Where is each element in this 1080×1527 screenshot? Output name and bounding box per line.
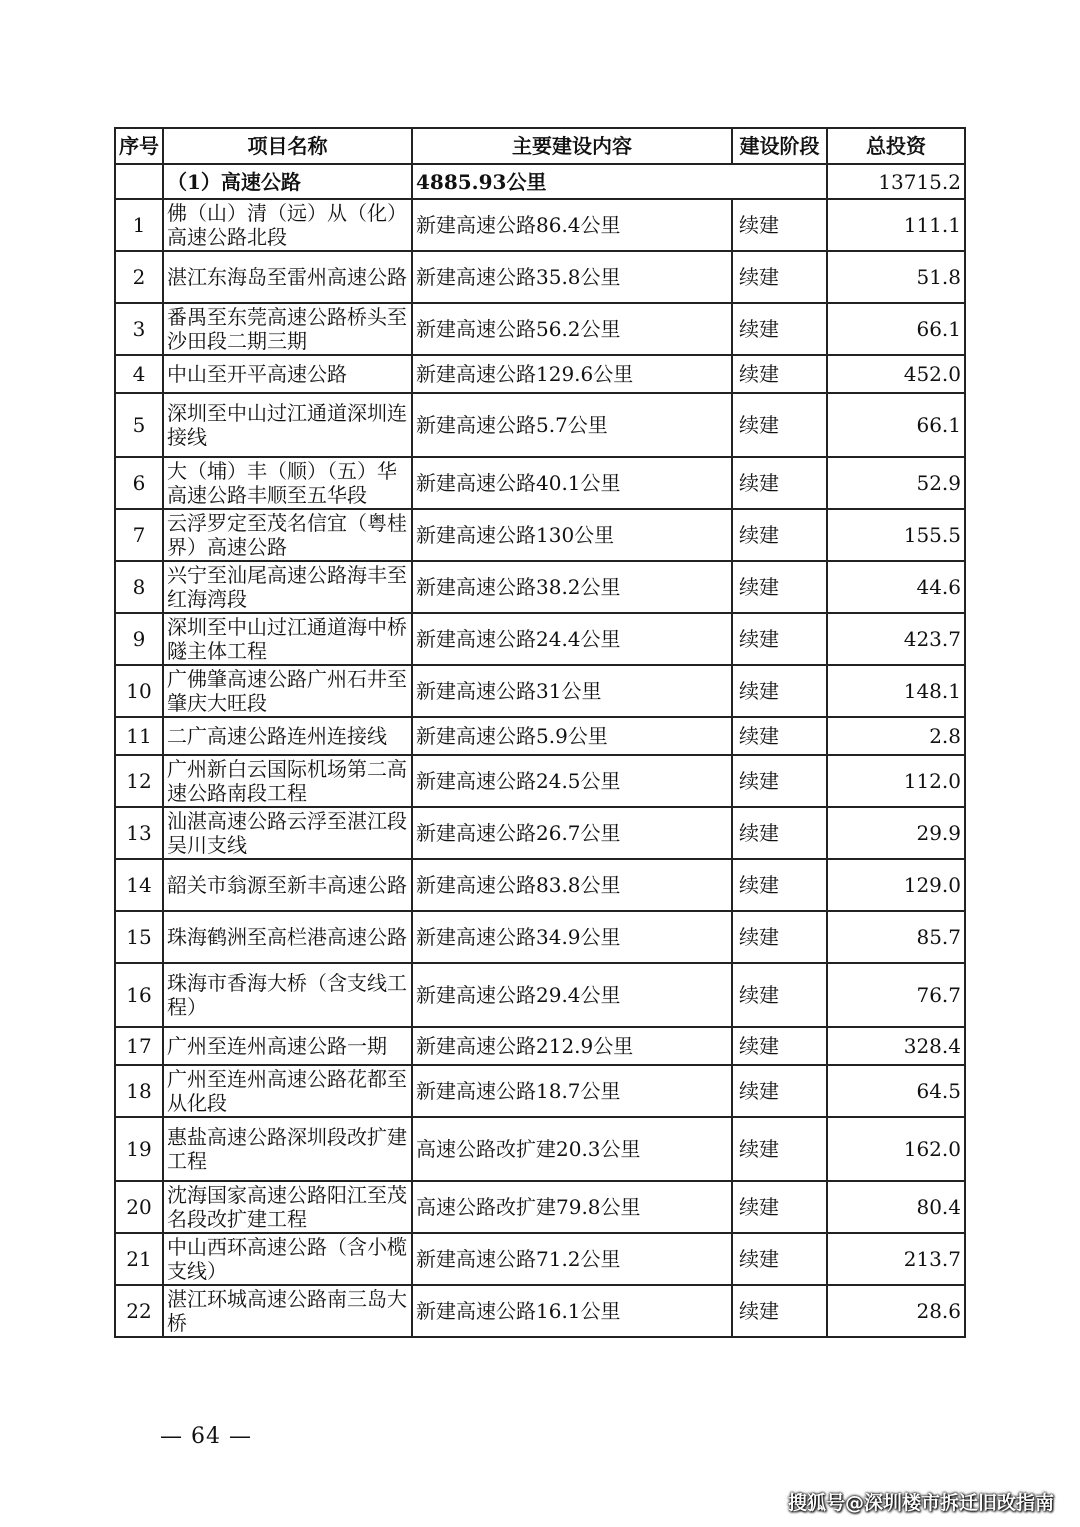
project-name: 沈海国家高速公路阳江至茂名段改扩建工程 — [163, 1181, 412, 1233]
project-name: 湛江东海岛至雷州高速公路 — [163, 251, 412, 303]
investment-table — [114, 127, 966, 1338]
construction-stage: 续建 — [732, 303, 827, 355]
construction-content: 新建高速公路5.9公里 — [412, 717, 732, 755]
table-row — [115, 1117, 965, 1181]
construction-content: 新建高速公路24.5公里 — [412, 755, 732, 807]
total-investment: 2.8 — [827, 717, 965, 755]
construction-stage: 续建 — [732, 1117, 827, 1181]
total-investment: 85.7 — [827, 911, 965, 963]
project-name: 广州新白云国际机场第二高速公路南段工程 — [163, 755, 412, 807]
table-row — [115, 1285, 965, 1337]
total-investment: 64.5 — [827, 1065, 965, 1117]
row-number: 20 — [115, 1181, 163, 1233]
project-name: 中山西环高速公路（含小榄支线） — [163, 1233, 412, 1285]
construction-content: 新建高速公路18.7公里 — [412, 1065, 732, 1117]
table-row — [115, 457, 965, 509]
construction-stage: 续建 — [732, 561, 827, 613]
page-number: — 64 — — [160, 1424, 252, 1449]
total-investment: 328.4 — [827, 1027, 965, 1065]
construction-stage: 续建 — [732, 1065, 827, 1117]
row-number: 10 — [115, 665, 163, 717]
total-investment: 52.9 — [827, 457, 965, 509]
project-name: 云浮罗定至茂名信宜（粤桂界）高速公路 — [163, 509, 412, 561]
project-name: 大（埔）丰（顺）（五）华高速公路丰顺至五华段 — [163, 457, 412, 509]
total-investment: 28.6 — [827, 1285, 965, 1337]
construction-stage: 续建 — [732, 717, 827, 755]
construction-content: 新建高速公路56.2公里 — [412, 303, 732, 355]
header-investment: 总投资 — [827, 128, 965, 164]
project-name: 惠盐高速公路深圳段改扩建工程 — [163, 1117, 412, 1181]
total-investment: 452.0 — [827, 355, 965, 393]
row-number: 12 — [115, 755, 163, 807]
table-row — [115, 717, 965, 755]
construction-content: 高速公路改扩建20.3公里 — [412, 1117, 732, 1181]
construction-stage: 续建 — [732, 1233, 827, 1285]
row-number: 21 — [115, 1233, 163, 1285]
table-row — [115, 355, 965, 393]
construction-stage: 续建 — [732, 199, 827, 251]
row-number: 14 — [115, 859, 163, 911]
table-row — [115, 303, 965, 355]
header-no: 序号 — [115, 128, 163, 164]
table-row — [115, 807, 965, 859]
total-investment: 51.8 — [827, 251, 965, 303]
project-name: 广州至连州高速公路一期 — [163, 1027, 412, 1065]
project-name: 湛江环城高速公路南三岛大桥 — [163, 1285, 412, 1337]
row-number: 3 — [115, 303, 163, 355]
table-row — [115, 509, 965, 561]
row-number: 17 — [115, 1027, 163, 1065]
table-row — [115, 665, 965, 717]
project-name: 中山至开平高速公路 — [163, 355, 412, 393]
construction-content: 新建高速公路31公里 — [412, 665, 732, 717]
total-investment: 80.4 — [827, 1181, 965, 1233]
row-number: 22 — [115, 1285, 163, 1337]
project-name: 深圳至中山过江通道深圳连接线 — [163, 393, 412, 457]
row-number: 2 — [115, 251, 163, 303]
project-name: 二广高速公路连州连接线 — [163, 717, 412, 755]
header-content: 主要建设内容 — [412, 128, 732, 164]
project-name: 珠海市香海大桥（含支线工程） — [163, 963, 412, 1027]
total-investment: 423.7 — [827, 613, 965, 665]
section-investment: 13715.2 — [827, 164, 965, 199]
total-investment: 148.1 — [827, 665, 965, 717]
construction-content: 高速公路改扩建79.8公里 — [412, 1181, 732, 1233]
section-no — [115, 164, 163, 199]
total-investment: 66.1 — [827, 303, 965, 355]
table-row — [115, 859, 965, 911]
construction-content: 新建高速公路26.7公里 — [412, 807, 732, 859]
watermark: 搜狐号@深圳楼市拆迁旧改指南 — [787, 1492, 1054, 1514]
row-number: 9 — [115, 613, 163, 665]
table-row — [115, 613, 965, 665]
table-row — [115, 561, 965, 613]
table-row — [115, 199, 965, 251]
project-name: 汕湛高速公路云浮至湛江段吴川支线 — [163, 807, 412, 859]
total-investment: 111.1 — [827, 199, 965, 251]
construction-content: 新建高速公路29.4公里 — [412, 963, 732, 1027]
project-name: 深圳至中山过江通道海中桥隧主体工程 — [163, 613, 412, 665]
table-header-row — [115, 128, 965, 164]
construction-stage: 续建 — [732, 755, 827, 807]
project-name: 佛（山）清（远）从（化）高速公路北段 — [163, 199, 412, 251]
construction-content: 新建高速公路34.9公里 — [412, 911, 732, 963]
project-name: 珠海鹤洲至高栏港高速公路 — [163, 911, 412, 963]
table-row — [115, 1027, 965, 1065]
table-row — [115, 393, 965, 457]
table-row — [115, 911, 965, 963]
total-investment: 129.0 — [827, 859, 965, 911]
construction-content: 新建高速公路24.4公里 — [412, 613, 732, 665]
construction-stage: 续建 — [732, 1027, 827, 1065]
total-investment: 162.0 — [827, 1117, 965, 1181]
row-number: 19 — [115, 1117, 163, 1181]
header-stage: 建设阶段 — [732, 128, 827, 164]
construction-content: 新建高速公路5.7公里 — [412, 393, 732, 457]
construction-content: 新建高速公路86.4公里 — [412, 199, 732, 251]
row-number: 8 — [115, 561, 163, 613]
construction-content: 新建高速公路35.8公里 — [412, 251, 732, 303]
construction-stage: 续建 — [732, 251, 827, 303]
row-number: 16 — [115, 963, 163, 1027]
total-investment: 112.0 — [827, 755, 965, 807]
table-row — [115, 1233, 965, 1285]
row-number: 7 — [115, 509, 163, 561]
table-row — [115, 963, 965, 1027]
total-investment: 76.7 — [827, 963, 965, 1027]
construction-content: 新建高速公路212.9公里 — [412, 1027, 732, 1065]
construction-content: 新建高速公路38.2公里 — [412, 561, 732, 613]
construction-content: 新建高速公路129.6公里 — [412, 355, 732, 393]
construction-stage: 续建 — [732, 807, 827, 859]
row-number: 15 — [115, 911, 163, 963]
construction-stage: 续建 — [732, 457, 827, 509]
row-number: 18 — [115, 1065, 163, 1117]
total-investment: 155.5 — [827, 509, 965, 561]
project-name: 兴宁至汕尾高速公路海丰至红海湾段 — [163, 561, 412, 613]
construction-content: 新建高速公路83.8公里 — [412, 859, 732, 911]
header-name: 项目名称 — [163, 128, 412, 164]
total-investment: 213.7 — [827, 1233, 965, 1285]
project-name: 广佛肇高速公路广州石井至肇庆大旺段 — [163, 665, 412, 717]
section-content: 4885.93公里 — [412, 164, 827, 199]
row-number: 13 — [115, 807, 163, 859]
row-number: 5 — [115, 393, 163, 457]
construction-content: 新建高速公路71.2公里 — [412, 1233, 732, 1285]
total-investment: 66.1 — [827, 393, 965, 457]
table-row — [115, 755, 965, 807]
table-row — [115, 251, 965, 303]
total-investment: 44.6 — [827, 561, 965, 613]
row-number: 6 — [115, 457, 163, 509]
construction-stage: 续建 — [732, 665, 827, 717]
row-number: 11 — [115, 717, 163, 755]
construction-stage: 续建 — [732, 355, 827, 393]
construction-stage: 续建 — [732, 1285, 827, 1337]
row-number: 4 — [115, 355, 163, 393]
construction-stage: 续建 — [732, 613, 827, 665]
construction-content: 新建高速公路130公里 — [412, 509, 732, 561]
construction-stage: 续建 — [732, 509, 827, 561]
section-name: （1）高速公路 — [163, 164, 412, 199]
project-name: 番禺至东莞高速公路桥头至沙田段二期三期 — [163, 303, 412, 355]
construction-stage: 续建 — [732, 859, 827, 911]
total-investment: 29.9 — [827, 807, 965, 859]
table-row — [115, 1181, 965, 1233]
construction-stage: 续建 — [732, 963, 827, 1027]
table-row — [115, 1065, 965, 1117]
construction-stage: 续建 — [732, 911, 827, 963]
section-row — [115, 164, 965, 199]
construction-stage: 续建 — [732, 1181, 827, 1233]
project-name: 韶关市翁源至新丰高速公路 — [163, 859, 412, 911]
construction-content: 新建高速公路16.1公里 — [412, 1285, 732, 1337]
row-number: 1 — [115, 199, 163, 251]
construction-stage: 续建 — [732, 393, 827, 457]
project-name: 广州至连州高速公路花都至从化段 — [163, 1065, 412, 1117]
construction-content: 新建高速公路40.1公里 — [412, 457, 732, 509]
